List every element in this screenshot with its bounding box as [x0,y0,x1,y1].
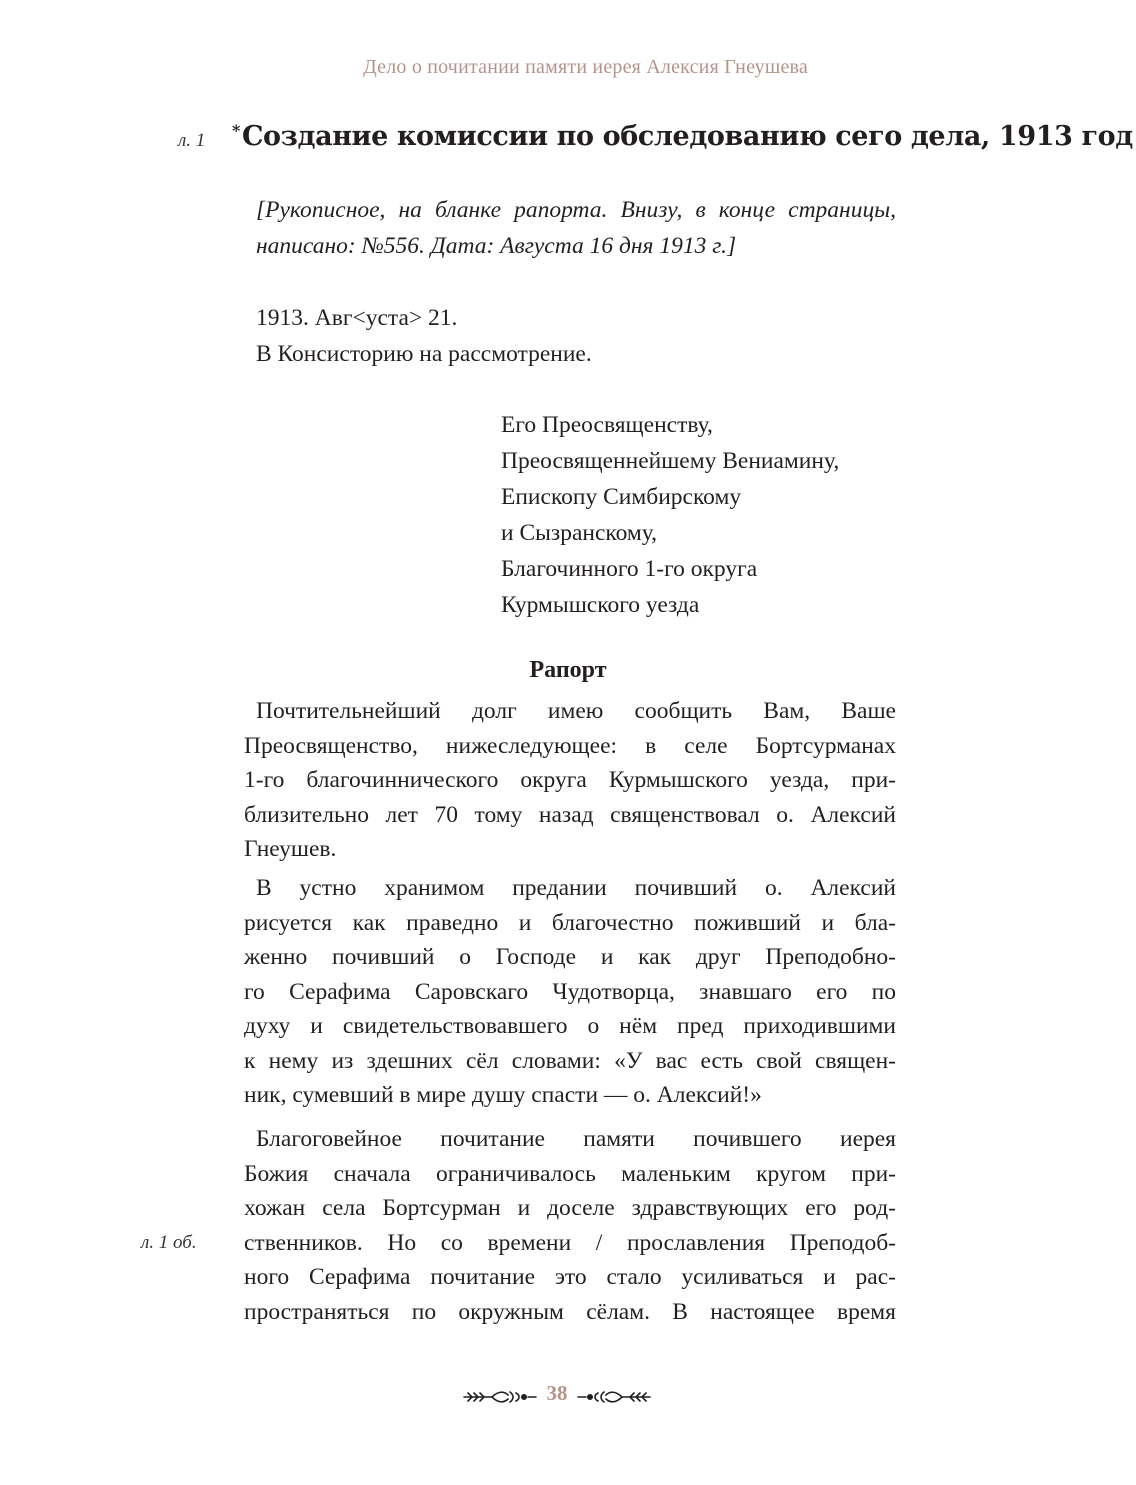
text-line: Почтительнейший долг имею сообщить Вам, Ваше [256,698,896,724]
text-line: рисуется как праведно и благочестно поживший и бла- [244,909,896,936]
margin-note-sheet-1: л. 1 [178,130,206,151]
address-line: Епископу Симбирскому [501,484,742,510]
ornament-right-icon [576,1389,652,1405]
address-line: Курмышского уезда [501,592,700,618]
editorial-note: [Рукописное, на бланке рапорта. Внизу, в конце страницы, написано: №556. Дата: Августа 16 дня 1913 г.] [256,197,896,259]
text-line: Гнеушев. [244,836,337,862]
text-line: ственников. Но со времени / прославления Преподоб- [244,1229,896,1256]
page-number: 38 [546,1381,568,1405]
text-line: духу и свидетельствовавшего о нём пред приходившими [244,1013,896,1039]
section-title [232,121,1133,152]
address-line: Преосвященнейшему Вениамину, [501,448,840,474]
resolution-date: 1913. Авг<уста> 21. [256,305,458,331]
text-line: хожан села Бортсурман и доселе здравствующих его род- [244,1195,896,1221]
text-line: 1-го благочиннического округа Курмышского уезда, при- [244,767,896,793]
section-title-text: Создание комиссии по обследованию сего дела, 1913 год [241,121,1133,152]
report-heading: Рапорт [529,657,607,683]
text-line: пространяться по окружным сёлам. В настоящее время [244,1298,896,1325]
address-line: Благочинного 1-го округа [501,556,758,582]
address-line: Его Преосвященству, [501,412,713,438]
resolution-text: В Консисторию на рассмотрение. [256,341,592,367]
footnote-star: * [232,121,240,140]
running-head: Дело о почитании памяти иерея Алексия Гнеушева [363,56,808,78]
ornament-left-icon [462,1389,538,1405]
margin-note-sheet-1-verso: л. 1 об. [141,1232,197,1253]
paragraph-1 [244,694,896,867]
page-folio [0,1381,1000,1411]
text-line: близительно лет 70 тому назад священствовал о. Алексий [244,801,896,828]
text-line: к нему из здешних сёл словами: «У вас есть свой священ- [244,1047,896,1074]
text-line: В устно хранимом предании почивший о. Алексий [256,875,896,901]
text-line: Преосвященство, нижеследующее: в селе Бортсурманах [244,732,896,759]
text-line: ного Серафима почитание это стало усиливаться и рас- [244,1264,896,1290]
address-block [501,407,839,623]
text-line: ник, сумевший в мире душу спасти — о. Алексий!» [244,1082,762,1108]
paragraph-3 [244,1122,896,1329]
text-line: Божия сначала ограничивалось маленьким кругом при- [244,1160,896,1187]
text-line: Благоговейное почитание памяти почившего иерея [256,1126,896,1152]
text-line: женно почивший о Господе и как друг Преподобно- [244,944,896,970]
text-line: го Серафима Саровскаго Чудотворца, знавшаго его по [244,978,896,1005]
address-line: и Сызранскому, [501,520,658,546]
paragraph-2 [244,871,896,1113]
